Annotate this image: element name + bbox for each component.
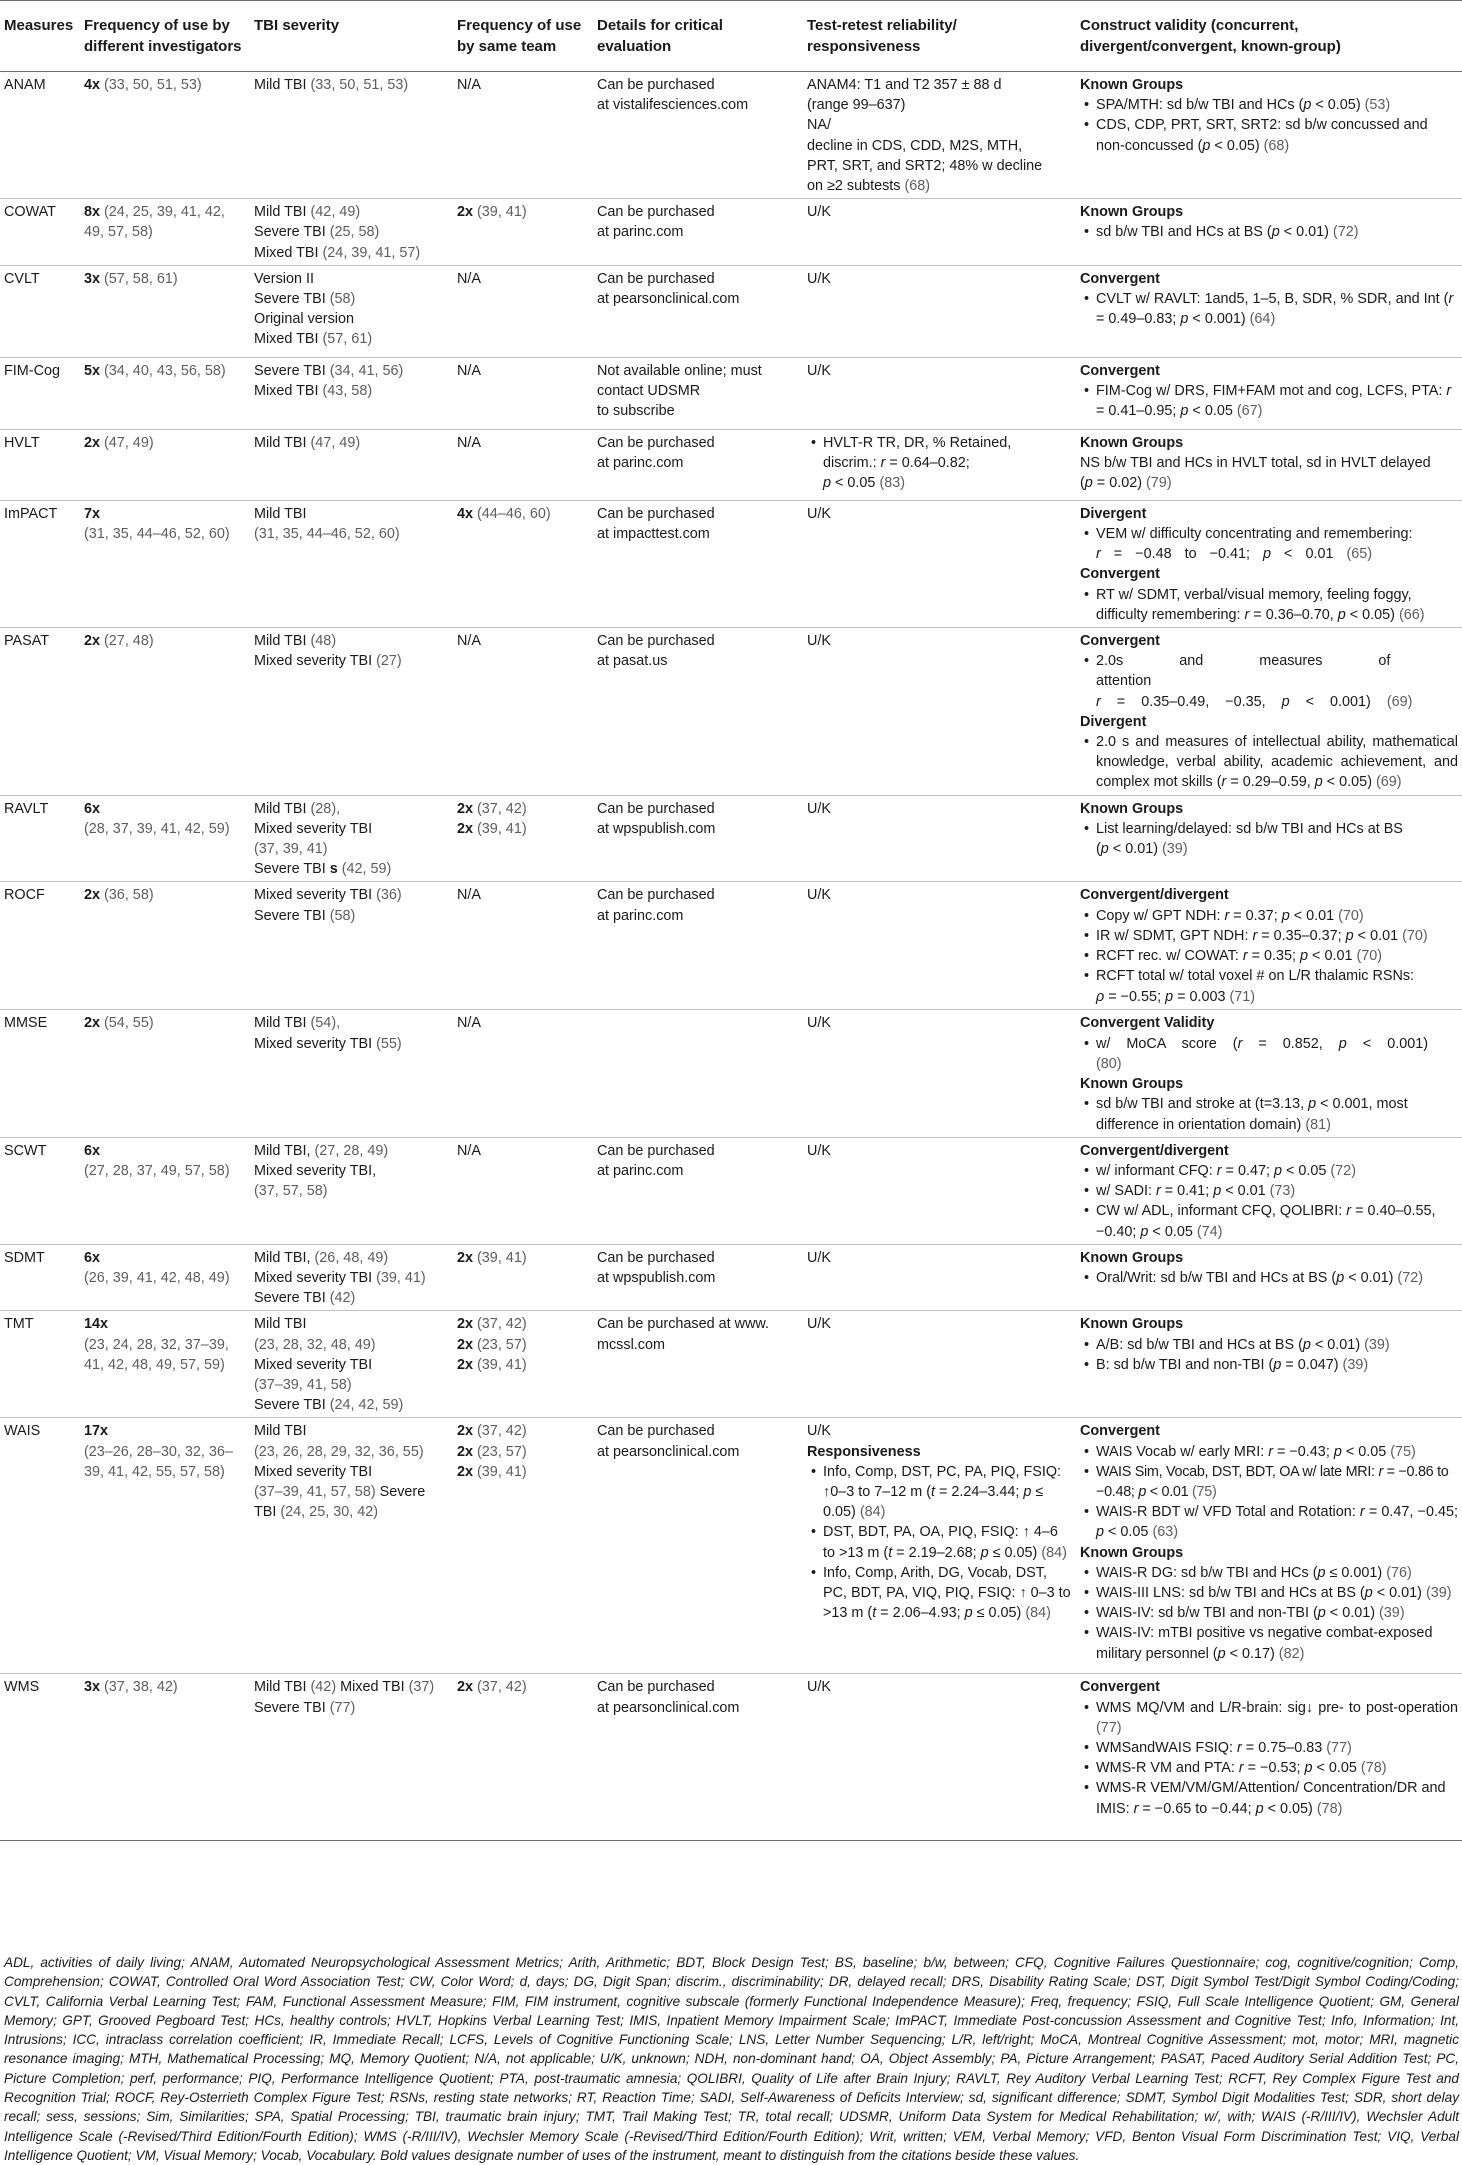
freq-different: 2x (47, 49) (84, 434, 154, 451)
details: Can be purchased at parinc.com (597, 887, 715, 924)
validity: Convergent • FIM-Cog w/ DRS, FIM+FAM mot and cog, LCFS, PTA: r = 0.41–0.95; p < 0.05 (67) (1076, 357, 1462, 429)
tbi-severity: Mild TBI, (26, 48, 49) Mixed severity TBI (39, 41) Severe TBI (42) (254, 1249, 426, 1307)
table-row-ravlt (0, 795, 1462, 882)
details: Can be purchased at impacttest.com (597, 505, 715, 543)
details: Can be purchased at parinc.com (597, 434, 715, 472)
details: Can be purchased at vistalifesciences.com (597, 77, 749, 114)
tbi-severity: Mixed severity TBI (36) Severe TBI (58) (254, 887, 402, 924)
freq-same: N/A (457, 887, 481, 904)
tbi-severity: Version II Severe TBI (58) Original version Mixed TBI (57, 61) (254, 270, 373, 348)
freq-different: 5x (34, 40, 43, 56, 58) (84, 362, 226, 379)
table-row-anam (0, 72, 1462, 199)
table-row-tmt (0, 1311, 1462, 1418)
measure-name: ANAM (4, 77, 46, 93)
freq-same: 2x (39, 41) (457, 1249, 527, 1266)
reliability: U/K (807, 633, 831, 650)
measure-name: WAIS (4, 1423, 41, 1440)
tbi-severity: Mild TBI (28), Mixed severity TBI (37, 39, 41) Severe TBI s (42, 59) (254, 800, 392, 878)
freq-same: N/A (457, 1142, 481, 1159)
measure-name: TMT (4, 1316, 34, 1333)
tbi-severity: Mild TBI (54), Mixed severity TBI (55) (254, 1015, 402, 1052)
header-reliability: Test-retest reliability/ responsiveness (807, 17, 957, 55)
reliability: U/K (807, 1679, 831, 1696)
header-tbi-severity: TBI severity (254, 17, 340, 34)
table-row-cowat (0, 199, 1462, 266)
tbi-severity: Mild TBI (42, 49) Severe TBI (25, 58) Mixed TBI (24, 39, 41, 57) (254, 204, 421, 261)
details: Can be purchased at wpspublish.com (597, 1249, 716, 1286)
freq-same: 2x (37, 42) (457, 1679, 527, 1696)
tbi-severity: Mild TBI (42) Mixed TBI (37) Severe TBI (77) (254, 1679, 435, 1716)
tbi-severity: Severe TBI (34, 41, 56) Mixed TBI (43, 58) (254, 362, 404, 400)
tbi-severity: Mild TBI (23, 28, 32, 48, 49) Mixed severity TBI (37–39, 41, 58) Severe TBI (24, 42, 59) (254, 1316, 404, 1414)
freq-different: 3x (57, 58, 61) (84, 270, 178, 287)
reliability: U/K (807, 1015, 831, 1032)
tbi-severity: Mild TBI (48) Mixed severity TBI (27) (254, 633, 402, 670)
freq-same: N/A (457, 270, 481, 287)
measure-name: MMSE (4, 1015, 48, 1032)
measure-name: HVLT (4, 434, 40, 451)
details: Can be purchased at pearsonclinical.com (597, 270, 740, 308)
freq-different: 2x (36, 58) (84, 887, 154, 904)
measure-name: SCWT (4, 1142, 47, 1159)
reliability: U/K (807, 1142, 831, 1159)
freq-same: N/A (457, 633, 481, 650)
table-row-rocf (0, 882, 1462, 1010)
freq-different: 3x (37, 38, 42) (84, 1679, 178, 1696)
table-row-scwt (0, 1137, 1462, 1244)
reliability: • HVLT-R TR, DR, % Retained, discrim.: r = 0.64–0.82; p < 0.05 (83) (803, 429, 1076, 500)
freq-same: 2x (39, 41) (457, 204, 527, 221)
validity: Known Groups • sd b/w TBI and HCs at BS (p < 0.01) (72) (1076, 199, 1462, 266)
validity: Known Groups NS b/w TBI and HCs in HVLT total, sd in HVLT delayed (p = 0.02) (79) (1080, 434, 1431, 492)
details (593, 1010, 803, 1137)
table-footnote: ADL, activities of daily living; ANAM, Automated Neuropsychological Assessment Metrics; Arith, Arithmetic; BDT, Block Design Test; BS, baseline; b/w, between; CFQ, Cognitive Failures Questionnaire; cog, cognitive/cognition; Comp, Comprehension; COWAT, Controlled Oral Word Association Test; CW, Color Word; d, days; DG, Digit Span; discrim., discriminability; DR, delayed recall; DRS, Disability Rating Scale; DST, Digit Symbol Test/Digit Symbol Coding/Coding; CVLT, California Verbal Learning Test; FAM, Functional Assessment Measure; FIM, FIM instrument, cognitive subscale (formerly Functional Independence Measure); Freq, frequency; FSIQ, Full Scale Intelligence Quotient; GM, General Memory; GPT, Grooved Pegboard Test; HCs, healthy controls; HVLT, Hopkins Verbal Learning Test; IMIS, Inpatient Memory Impairment Scale; ImPACT, Immediate Post-concussion Assessment and Cognitive Test; Info, Information; Int, Intrusions; ICC, intraclass correlation coefficient; IR, Immediate Recall; LCFS, Levels of Cognitive Functioning Scale; LNS, Letter Number Sequencing; L/R, left/right; MoCA, Montreal Cognitive Assessment; mot, motor; MRI, magnetic resonance imaging; MTH, Mathematical Processing; MQ, Memory Quotient; N/A, not applicable; U/K, unknown; NDH, non-dominant hand; OA, Object Assembly; PA, Picture Arrangement; PASAT, Paced Auditory Serial Addition Test; PC, Picture Completion; perf, performance; PIQ, Performance Intelligence Quotient; PTA, post-traumatic amnesia; QOLIBRI, Quality of Life after Brain Injury; RAVLT, Rey Auditory Verbal Learning Test; RCFT, Rey Complex Figure Test and Recognition Trial; ROCF, Rey-Osterrieth Complex Figure Test; RSNs, resting state networks; RT, Reaction Time; SADI, Self-Awareness of Deficits Interview; sd, significant difference; SDMT, Symbol Digit Modalities Test; SDR, short delay recall; sess, sessions; Sim, Similarities; SPA, Spatial Processing; TBI, traumatic brain injury; TMT, Trail Making Test; TR, total recall; UDSMR, Uniform Data System for Medical Rehabilitation; w/, with; WAIS (-R/III/IV), Wechsler Adult Intelligence Scale (-Revised/Third Edition/Fourth Edition); WMS (-R/III/IV), Wechsler Memory Scale (-Revised/Third Edition/Fourth Edition); Writ, written; VEM, Verbal Memory; VFD, Benton Visual Form Discrimination Test; VIQ, Verbal Intelligence Quotient; VM, Visual Memory; Vocab, Vocabulary. Bold values designate number of uses of the instrument, meant to distinguish from the citations beside these values. (4, 1955, 1459, 2163)
measure-name: SDMT (4, 1249, 45, 1266)
reliability: U/K (807, 204, 831, 221)
freq-same: N/A (457, 434, 481, 451)
tbi-severity: Mild TBI (47, 49) (254, 434, 361, 451)
tbi-severity: Mild TBI, (27, 28, 49) Mixed severity TBI, (37, 57, 58) (254, 1142, 389, 1200)
table-row-sdmt (0, 1244, 1462, 1311)
table-row-pasat (0, 628, 1462, 796)
freq-different: 7x (31, 35, 44–46, 52, 60) (84, 505, 230, 543)
reliability: U/K (807, 362, 831, 379)
header-freq-same: Frequency of use by same team (457, 17, 582, 55)
freq-different: 2x (27, 48) (84, 633, 154, 650)
freq-same: N/A (457, 1015, 481, 1032)
freq-different: 6x (27, 28, 37, 49, 57, 58) (84, 1142, 230, 1179)
measure-name: ImPACT (4, 505, 58, 522)
tbi-severity: Mild TBI (23, 26, 28, 29, 32, 36, 55) Mixed severity TBI (37–39, 41, 57, 58) Severe TBI (24, 25, 30, 42) (254, 1423, 426, 1521)
freq-different: 6x (26, 39, 41, 42, 48, 49) (84, 1249, 230, 1286)
validity: Convergent • CVLT w/ RAVLT: 1and5, 1–5, B, SDR, % SDR, and Int (r = 0.49–0.83; p < 0.001) (64) (1076, 265, 1462, 357)
validity: Convergent/divergent • Copy w/ GPT NDH: r = 0.37; p < 0.01 (70) • IR w/ SDMT, GPT NDH: r = 0.35–0.37; p < 0.01 (70) • RCFT rec. w/ COWAT: r = 0.35; p < 0.01 (70) • RCFT total w/ total voxel # on L/R thalamic RSNs: ρ = −0.55; p = 0.003 (71) (1076, 882, 1462, 1010)
validity: Convergent • WMS MQ/VM and L/R-brain: sig↓ pre- to post-operation (77) • WMSandWAIS FSIQ: r = 0.75–0.83 (77) • WMS-R VM and PTA: r = −0.53; p < 0.05 (78) • WMS-R VEM/VM/GM/Attention/ Concentration/DR and IMIS: r = −0.65 to −0.44; p < 0.05) (78) (1076, 1674, 1462, 1841)
reliability: ANAM4: T1 and T2 357 ± 88 d (range 99–637) NA/ decline in CDS, CDD, M2S, MTH, PRT, SRT, and SRT2; 48% w decline on ≥2 subtests (68) (807, 77, 1043, 195)
freq-different: 14x (23, 24, 28, 32, 37–39, 41, 42, 48, 49, 57, 59) (84, 1316, 229, 1373)
freq-different: 17x (23–26, 28–30, 32, 36– 39, 41, 42, 55, 57, 58) (84, 1423, 233, 1480)
table-row-wais (0, 1418, 1462, 1674)
validity: Divergent • VEM w/ difficulty concentrating and remembering: r = −0.48 to −0.41; p < 0.01 (65) Convergent • RT w/ SDMT, verbal/visual memory, feeling foggy, difficulty remembering: r = 0.36–0.70, p < 0.05) (66) (1076, 500, 1462, 627)
reliability: U/K (807, 270, 831, 287)
table-row-mmse (0, 1010, 1462, 1137)
details: Can be purchased at wpspublish.com (597, 800, 716, 837)
measure-name: RAVLT (4, 800, 49, 817)
table-row-cvlt (0, 265, 1462, 357)
validity: Convergent • WAIS Vocab w/ early MRI: r = −0.43; p < 0.05 (75) • WAIS Sim, Vocab, DST, BDT, OA w/ late MRI: r = −0.86 to −0.48; p < 0.01 (75) • WAIS-R BDT w/ VFD Total and Rotation: r = 0.47, −0.45; p < 0.05 (63) Known Groups • WAIS-R DG: sd b/w TBI and HCs (p ≤ 0.001) (76) • WAIS-III LNS: sd b/w TBI and HCs at BS (p < 0.01) (39) • WAIS-IV: sd b/w TBI and non-TBI (p < 0.01) (39) • WAIS-IV: mTBI positive vs negative combat-exposed military personnel (p < 0.17) (82) (1076, 1418, 1462, 1674)
freq-different: 8x (24, 25, 39, 41, 42, 49, 57, 58) (84, 204, 225, 241)
header-measures: Measures (4, 17, 74, 34)
reliability: U/K (807, 1249, 831, 1266)
reliability: U/K (807, 1316, 831, 1333)
header-validity: Construct validity (concurrent, divergent/convergent, known-group) (1080, 17, 1341, 55)
freq-same: N/A (457, 362, 481, 379)
measure-name: WMS (4, 1679, 40, 1696)
validity: Known Groups • List learning/delayed: sd b/w TBI and HCs at BS (p < 0.01) (39) (1076, 795, 1462, 882)
details: Can be purchased at pasat.us (597, 633, 715, 670)
table-row-hvlt (0, 429, 1462, 500)
measure-name: PASAT (4, 633, 50, 650)
header-details: Details for critical evaluation (597, 17, 723, 55)
validity: Convergent/divergent • w/ informant CFQ: r = 0.47; p < 0.05 (72) • w/ SADI: r = 0.41; p < 0.01 (73) • CW w/ ADL, informant CFQ, QOLIBRI: r = 0.40–0.55, −0.40; p < 0.05 (74) (1076, 1137, 1462, 1244)
validity: Convergent • 2.0s and measures of attention r = 0.35–0.49, −0.35, p < 0.001) (69) Divergent • 2.0 s and measures of intellectual ability, mathematical knowledge, verbal ability, academic achievement, and complex mot skills (r = 0.29–0.59, p < 0.05) (69) (1076, 628, 1462, 796)
measure-name: FIM-Cog (4, 362, 60, 379)
details: Can be purchased at pearsonclinical.com (597, 1423, 740, 1460)
tbi-severity: Mild TBI (33, 50, 51, 53) (254, 77, 409, 93)
details: Can be purchased at www. mcssl.com (597, 1316, 769, 1353)
freq-same: 2x (37, 42) 2x (23, 57) 2x (39, 41) (457, 1423, 527, 1480)
measure-name: CVLT (4, 270, 40, 287)
freq-same: 2x (37, 42) 2x (23, 57) 2x (39, 41) (457, 1316, 527, 1373)
reliability: U/K (807, 887, 831, 904)
table-row-wms (0, 1674, 1462, 1841)
table-header-row (0, 1, 1462, 72)
freq-different: 4x (33, 50, 51, 53) (84, 77, 202, 93)
details: Not available online; must contact UDSMR to subscribe (597, 362, 762, 420)
table-row-fimcog (0, 357, 1462, 429)
measure-name: ROCF (4, 887, 45, 904)
details: Can be purchased at pearsonclinical.com (597, 1679, 740, 1716)
measure-name: COWAT (4, 204, 56, 221)
header-freq-different: Frequency of use by different investigators (84, 17, 242, 55)
reliability: U/K (807, 505, 831, 522)
tbi-severity: Mild TBI (31, 35, 44–46, 52, 60) (254, 505, 400, 543)
reliability: U/K Responsiveness • Info, Comp, DST, PC, PA, PIQ, FSIQ: ↑0–3 to 7–12 m (t = 2.24–3.44; p ≤ 0.05) (84) • DST, BDT, PA, OA, PIQ, FSIQ: ↑ 4–6 to >13 m (t = 2.19–2.68; p ≤ 0.05) (84) • Info, Comp, Arith, DG, Vocab, DST, PC, BDT, PA, VIQ, PIQ, FSIQ: ↑ 0–3 to >13 m (t = 2.06–4.93; p ≤ 0.05) (84) (803, 1418, 1076, 1674)
table-row-impact (0, 500, 1462, 627)
freq-same: N/A (457, 77, 481, 93)
validity: Known Groups • SPA/MTH: sd b/w TBI and HCs (p < 0.05) (53) • CDS, CDP, PRT, SRT, SRT2: sd b/w concussed and non-concussed (p < 0.05) (68) (1076, 72, 1462, 199)
validity: Known Groups • Oral/Writ: sd b/w TBI and HCs at BS (p < 0.01) (72) (1076, 1244, 1462, 1311)
freq-same: 4x (44–46, 60) (457, 505, 551, 522)
validity: Known Groups • A/B: sd b/w TBI and HCs at BS (p < 0.01) (39) • B: sd b/w TBI and non-TBI (p = 0.047) (39) (1076, 1311, 1462, 1418)
validity: Convergent Validity • w/ MoCA score (r = 0.852, p < 0.001) (80) Known Groups • sd b/w TBI and stroke at (t=3.13, p < 0.001, most difference in orientation domain) (81) (1076, 1010, 1462, 1137)
freq-different: 2x (54, 55) (84, 1015, 154, 1032)
details: Can be purchased at parinc.com (597, 1142, 715, 1179)
freq-same: 2x (37, 42) 2x (39, 41) (457, 800, 527, 837)
reliability: U/K (807, 800, 831, 817)
freq-different: 6x (28, 37, 39, 41, 42, 59) (84, 800, 230, 837)
details: Can be purchased at parinc.com (597, 204, 715, 241)
